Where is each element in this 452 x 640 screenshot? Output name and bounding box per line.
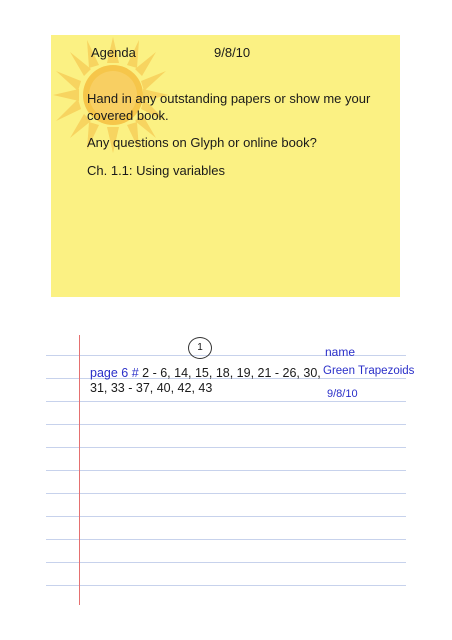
assignment-problems-1: 2 - 6, 14, 15, 18, 19, 21 - 26, 30, <box>142 366 321 380</box>
notebook-date: 9/8/10 <box>327 388 358 400</box>
ruled-line <box>46 470 406 471</box>
ruled-line <box>46 447 406 448</box>
ruled-line <box>46 493 406 494</box>
agenda-date: 9/8/10 <box>214 45 251 60</box>
ruled-line <box>46 585 406 586</box>
assignment-problems-2: 31, 33 - 37, 40, 42, 43 <box>90 381 213 395</box>
agenda-item-papers: Hand in any outstanding papers or show me your covered book. <box>87 91 371 123</box>
ruled-line <box>46 401 406 402</box>
margin-line <box>79 335 80 605</box>
assignment-prefix: page 6 # <box>90 366 139 380</box>
page-number-badge: 1 <box>188 337 212 359</box>
assignment-line-1 <box>90 366 321 380</box>
name-label: name <box>325 345 356 359</box>
ruled-line <box>46 516 406 517</box>
ruled-line <box>46 539 406 540</box>
ruled-line <box>46 424 406 425</box>
student-name: Green Trapezoids <box>323 365 415 377</box>
agenda-item-chapter: Ch. 1.1: Using variables <box>87 163 226 178</box>
agenda-item-questions: Any questions on Glyph or online book? <box>87 135 317 150</box>
ruled-line <box>46 562 406 563</box>
agenda-label: Agenda <box>91 45 136 60</box>
agenda-slide <box>51 35 400 297</box>
